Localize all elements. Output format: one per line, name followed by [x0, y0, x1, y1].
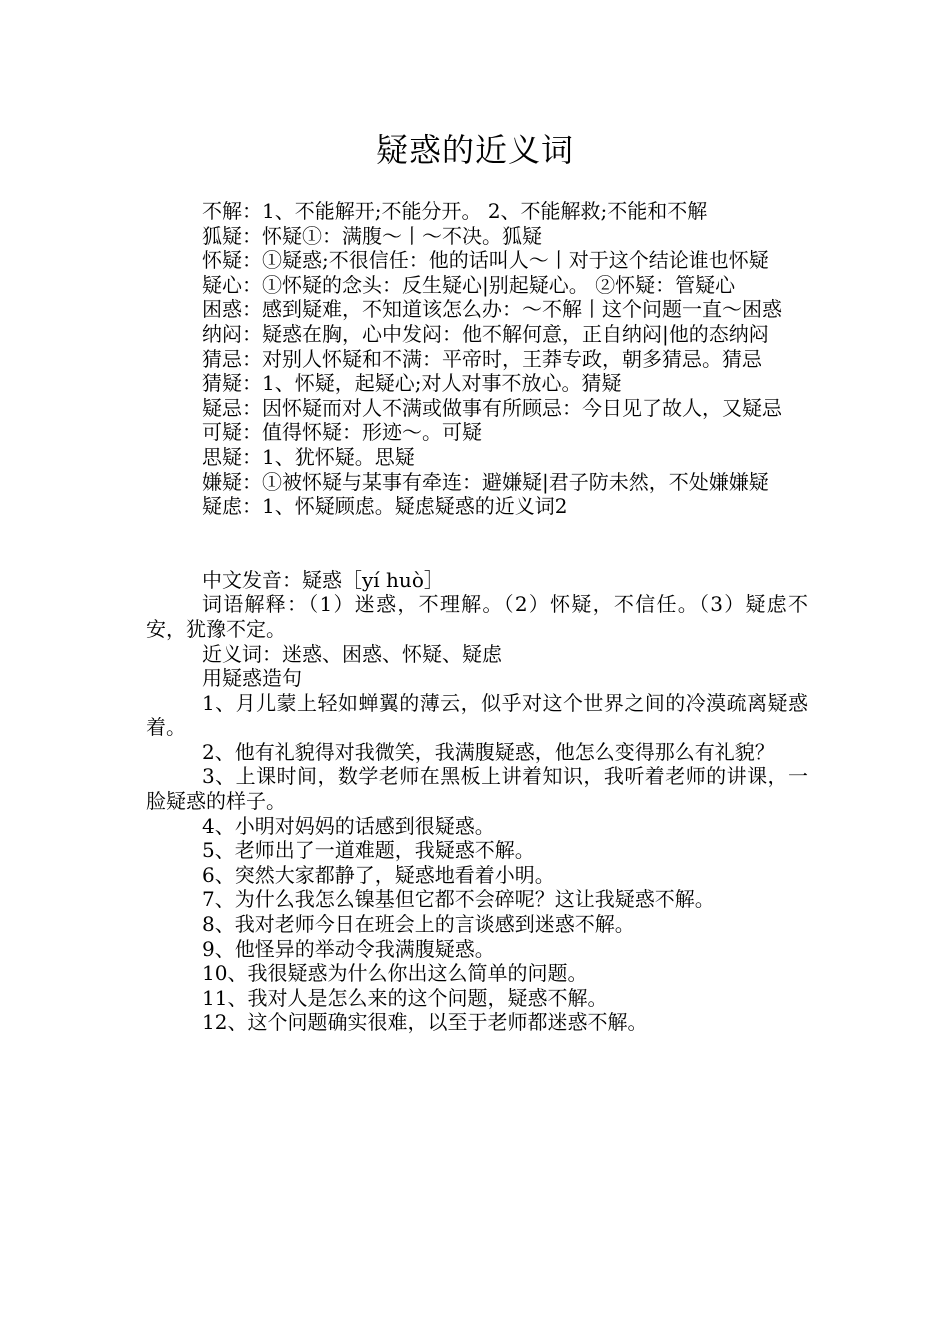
example-sentence: 1、月儿蒙上轻如蝉翼的薄云，似乎对这个世界之间的冷漠疏离疑惑着。	[146, 690, 808, 740]
example-sentence: 8、我对老师今日在班会上的言谈感到迷惑不解。	[202, 912, 635, 937]
example-sentence: 3、上课时间，数学老师在黑板上讲着知识，我听着老师的讲课，一脸疑惑的样子。	[146, 764, 808, 814]
synonym-entry: 不解：1、不能解开;不能分开。 2、不能解救;不能和不解	[202, 199, 708, 223]
example-sentence: 4、小明对妈妈的话感到很疑惑。	[202, 813, 495, 838]
synonym-entry: 怀疑：①疑惑;不很信任：他的话叫人～丨对于这个结论谁也怀疑	[202, 248, 769, 273]
synonyms-line: 近义词：迷惑、困惑、怀疑、疑虑	[202, 641, 502, 666]
synonym-entry: 纳闷：疑惑在胸，心中发闷：他不解何意，正自纳闷|他的态纳闷	[202, 321, 769, 346]
example-sentence: 6、突然大家都静了，疑惑地看着小明。	[202, 862, 555, 887]
example-sentence: 9、他怪异的举动令我满腹疑惑。	[202, 936, 495, 961]
pronunciation-line: 中文发音：疑惑［yí huò］	[202, 567, 444, 592]
synonym-entry: 疑忌：因怀疑而对人不满或做事有所顾忌：今日见了故人，又疑忌	[202, 395, 782, 420]
document-title: 疑惑的近义词	[375, 131, 574, 169]
example-sentence: 7、为什么我怎么镍基但它都不会碎呢？这让我疑惑不解。	[202, 887, 715, 912]
example-sentence: 2、他有礼貌得对我微笑，我满腹疑惑，他怎么变得那么有礼貌？	[202, 739, 775, 764]
example-sentence: 5、老师出了一道难题，我疑惑不解。	[202, 838, 535, 863]
synonym-entry: 疑虑：1、怀疑顾虑。疑虑疑惑的近义词2	[202, 494, 568, 519]
synonym-entry: 可疑：值得怀疑：形迹～。可疑	[202, 420, 482, 445]
section-spacer	[146, 519, 808, 568]
synonym-entry: 困惑：感到疑难，不知道该怎么办：～不解丨这个问题一直～困惑	[202, 297, 782, 322]
synonym-entry: 狐疑：怀疑①：满腹～丨～不决。狐疑	[202, 223, 542, 248]
example-sentence: 11、我对人是怎么来的这个问题，疑惑不解。	[202, 985, 608, 1010]
synonym-entry: 思疑：1、犹怀疑。思疑	[202, 444, 415, 469]
synonym-entry: 猜忌：对别人怀疑和不满：平帝时，王莽专政，朝多猜忌。猜忌	[202, 346, 762, 371]
document-body	[146, 199, 808, 1035]
example-heading: 用疑惑造句	[202, 666, 302, 691]
synonym-entry: 嫌疑：①被怀疑与某事有牵连：避嫌疑|君子防未然，不处嫌嫌疑	[202, 469, 769, 494]
synonym-entry: 疑心：①怀疑的念头：反生疑心|别起疑心。 ②怀疑：管疑心	[202, 272, 736, 297]
definition-paragraph: 词语解释：（1）迷惑，不理解。（2）怀疑，不信任。（3）疑虑不安，犹豫不定。	[146, 592, 808, 641]
synonym-entry: 猜疑：1、怀疑，起疑心;对人对事不放心。猜疑	[202, 371, 622, 396]
example-sentence: 12、这个问题确实很难，以至于老师都迷惑不解。	[202, 1010, 648, 1035]
example-sentence: 10、我很疑惑为什么你出这么简单的问题。	[202, 961, 588, 986]
